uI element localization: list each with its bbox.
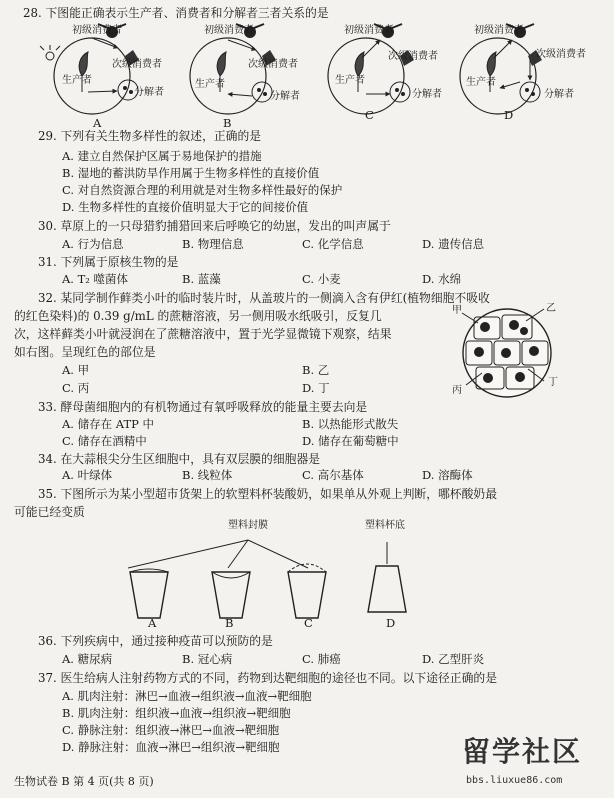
q36-option-c: C. 肺癌	[302, 652, 341, 666]
q34-option-a: A. 叶绿体	[62, 468, 113, 482]
q32-option-c: C. 丙	[62, 381, 90, 395]
q35-choice-b: B	[225, 616, 234, 630]
fig-label-jia: 甲	[452, 305, 462, 316]
q33-stem: 33. 酵母菌细胞内的有机物通过有氧呼吸释放的能量主要去向是	[38, 400, 368, 414]
q31-option-b: B. 蓝藻	[182, 272, 221, 286]
q31-option-a: A. T₂ 噬菌体	[62, 272, 129, 286]
q32-option-d: D. 丁	[302, 381, 330, 395]
q29-option-a: A. 建立自然保护区属于易地保护的措施	[62, 149, 262, 163]
q29-option-c: C. 对自然资源合理的利用就是对生物多样性最好的保护	[62, 183, 343, 197]
q37-stem: 37. 医生给病人注射药物方式的不同，药物到达靶细胞的途径也不同。以下途径正确的是	[38, 671, 497, 685]
q28-choice-a: A	[93, 116, 102, 130]
q32-option-a: A. 甲	[62, 363, 90, 377]
q29-option-d: D. 生物多样性的直接价值明显大于它的间接价值	[62, 200, 309, 214]
q33-option-a: A. 储存在 ATP 中	[62, 417, 155, 431]
q28-choice-b: B	[223, 116, 232, 130]
q36-option-b: B. 冠心病	[182, 652, 233, 666]
q37-option-c: C. 静脉注射：组织液→淋巴→血液→靶细胞	[62, 723, 280, 737]
q37-option-d: D. 静脉注射：血液→淋巴→组织液→靶细胞	[62, 740, 280, 754]
page-footer: 生物试卷 B 第 4 页(共 8 页)	[14, 775, 154, 788]
q32-line4: 如右图。呈现红色的部位是	[14, 345, 156, 359]
fig-label-ding: 丁	[548, 377, 558, 388]
q36-option-d: D. 乙型肝炎	[422, 652, 485, 666]
d-producer-label: 生产者	[466, 77, 496, 88]
q31-option-d: D. 水绵	[422, 272, 462, 286]
c-decomposer-label: 分解者	[412, 89, 442, 100]
b-decomposer-label: 分解者	[270, 91, 300, 102]
q33-option-d: D. 储存在葡萄糖中	[302, 434, 399, 448]
q30-option-b: B. 物理信息	[182, 237, 244, 251]
q37-option-a: A. 肌肉注射：淋巴→血液→组织液→血液→靶细胞	[62, 689, 312, 703]
b-primary-label: 初级消费者	[204, 25, 254, 36]
q35-line2: 可能已经变质	[14, 505, 85, 519]
q32-line1: 32. 某同学制作藓类小叶的临时装片时，从盖玻片的一侧滴入含有伊红(植物细胞不吸收	[38, 291, 490, 305]
q30-option-c: C. 化学信息	[302, 237, 364, 251]
a-primary-label: 初级消费者	[72, 25, 122, 36]
c-producer-label: 生产者	[335, 75, 365, 86]
q34-option-c: C. 高尔基体	[302, 468, 364, 482]
q28-diagram-c	[328, 24, 414, 114]
q36-option-a: A. 糖尿病	[62, 652, 113, 666]
watermark-url: bbs.liuxue86.com	[466, 775, 563, 786]
q33-option-b: B. 以热能形式散失	[302, 417, 399, 431]
q35-film-label: 塑料封膜	[228, 520, 268, 531]
d-decomposer-label: 分解者	[544, 89, 574, 100]
q32-line2: 的红色染料)的 0.39 g/mL 的蔗糖溶液，另一侧用吸水纸吸引，反复几	[14, 309, 382, 323]
q34-stem: 34. 在大蒜根尖分生区细胞中，具有双层膜的细胞器是	[38, 452, 321, 466]
a-secondary-label: 次级消费者	[112, 59, 162, 70]
c-primary-label: 初级消费者	[344, 25, 394, 36]
d-secondary-label: 次级消费者	[536, 49, 586, 60]
q32-line3: 次，这样藓类小叶就浸润在了蔗糖溶液中，置于光学显微镜下观察，结果	[14, 327, 392, 341]
q28-diagram-d	[460, 24, 542, 114]
q34-option-d: D. 溶酶体	[422, 468, 473, 482]
q33-option-c: C. 储存在酒精中	[62, 434, 147, 448]
c-secondary-label: 次级消费者	[388, 51, 438, 62]
q36-stem: 36. 下列疾病中，通过接种疫苗可以预防的是	[38, 634, 273, 648]
q31-option-c: C. 小麦	[302, 272, 341, 286]
watermark-brand: 留学社区	[462, 735, 583, 768]
a-producer-label: 生产者	[62, 75, 92, 86]
q37-option-b: B. 肌肉注射：组织液→血液→组织液→靶细胞	[62, 706, 291, 720]
q30-option-a: A. 行为信息	[62, 237, 124, 251]
q34-option-b: B. 线粒体	[182, 468, 233, 482]
q32-cell-figure	[452, 305, 562, 401]
q35-choice-c: C	[304, 616, 313, 630]
q30-stem: 30. 草原上的一只母猎豹捕猎回来后呼唤它的幼崽，发出的叫声属于	[38, 219, 391, 233]
b-secondary-label: 次级消费者	[248, 59, 298, 70]
q32-option-b: B. 乙	[302, 363, 330, 377]
q35-bottom-label: 塑料杯底	[365, 520, 405, 531]
q31-stem: 31. 下列属于原核生物的是	[38, 255, 179, 269]
b-producer-label: 生产者	[195, 79, 225, 90]
q28-stem: 28. 下图能正确表示生产者、消费者和分解者三者关系的是	[23, 6, 329, 20]
q28-choice-d: D	[504, 108, 514, 122]
fig-label-bing: 丙	[452, 385, 462, 396]
q29-option-b: B. 湿地的蓄洪防旱作用属于生物多样性的直接价值	[62, 166, 320, 180]
q29-stem: 29. 下列有关生物多样性的叙述，正确的是	[38, 129, 262, 143]
q35-choice-a: A	[148, 616, 157, 630]
d-primary-label: 初级消费者	[474, 25, 524, 36]
q30-option-d: D. 遗传信息	[422, 237, 485, 251]
q28-choice-c: C	[365, 108, 374, 122]
q35-choice-d: D	[386, 616, 396, 630]
fig-label-yi: 乙	[546, 303, 556, 314]
q35-line1: 35. 下图所示为某小型超市货架上的软塑料杯装酸奶，如果单从外观上判断，哪杯酸奶最	[38, 487, 497, 501]
a-decomposer-label: 分解者	[134, 87, 164, 98]
q35-cups-figure	[128, 530, 458, 630]
